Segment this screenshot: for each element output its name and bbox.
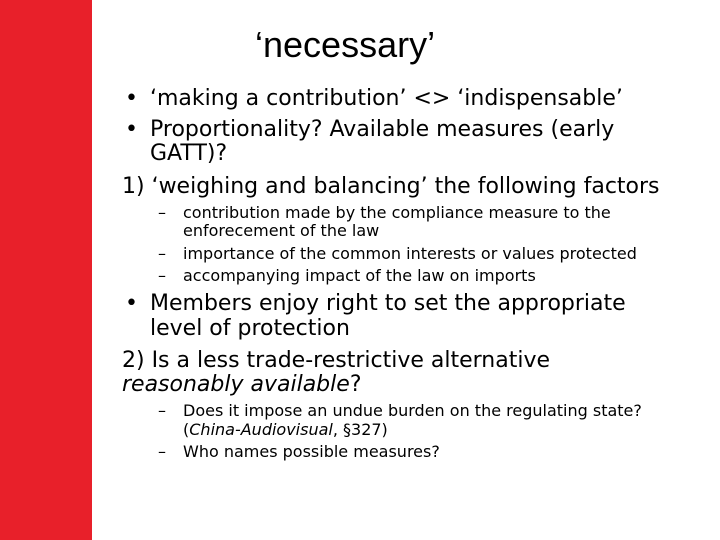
slide-title: ‘necessary’: [255, 24, 436, 65]
bullet-marker: •: [125, 86, 138, 111]
dash-marker: –: [158, 244, 166, 263]
sub-item: Does it impose an undue burden on the regulating state?: [183, 401, 642, 420]
numbered-item-cont: [122, 372, 362, 397]
bullet-marker: •: [125, 117, 138, 142]
sub-item: importance of the common interests or values protected: [183, 244, 637, 263]
italic-phrase: reasonably available: [122, 372, 350, 397]
sub-item: accompanying impact of the law on imports: [183, 266, 536, 285]
accent-sidebar: [0, 0, 92, 540]
bullet-marker: •: [125, 291, 138, 316]
open-paren: (: [183, 420, 190, 439]
sub-item: contribution made by the compliance measure to the: [183, 203, 611, 222]
question-mark: ?: [349, 372, 362, 397]
sub-item: Who names possible measures?: [183, 442, 440, 461]
dash-marker: –: [158, 266, 166, 285]
bullet-text-cont: GATT)?: [150, 141, 228, 166]
numbered-item: 1) ‘weighing and balancing’ the following factors: [122, 174, 660, 199]
bullet-text: Proportionality? Available measures (early: [150, 117, 615, 142]
dash-marker: –: [158, 442, 166, 461]
bullet-text: Members enjoy right to set the appropriate: [150, 291, 626, 316]
dash-marker: –: [158, 203, 166, 222]
citation-rest: , §327): [332, 420, 388, 439]
sub-item-cont: enforecement of the law: [183, 221, 380, 240]
bullet-text: ‘making a contribution’ <> ‘indispensable’: [150, 86, 623, 111]
dash-marker: –: [158, 401, 166, 420]
sub-item-cont: [183, 420, 388, 439]
bullet-text-cont: level of protection: [150, 316, 350, 341]
numbered-item: 2) Is a less trade-restrictive alternative: [122, 348, 551, 373]
case-citation: China-Audiovisual: [189, 420, 333, 439]
